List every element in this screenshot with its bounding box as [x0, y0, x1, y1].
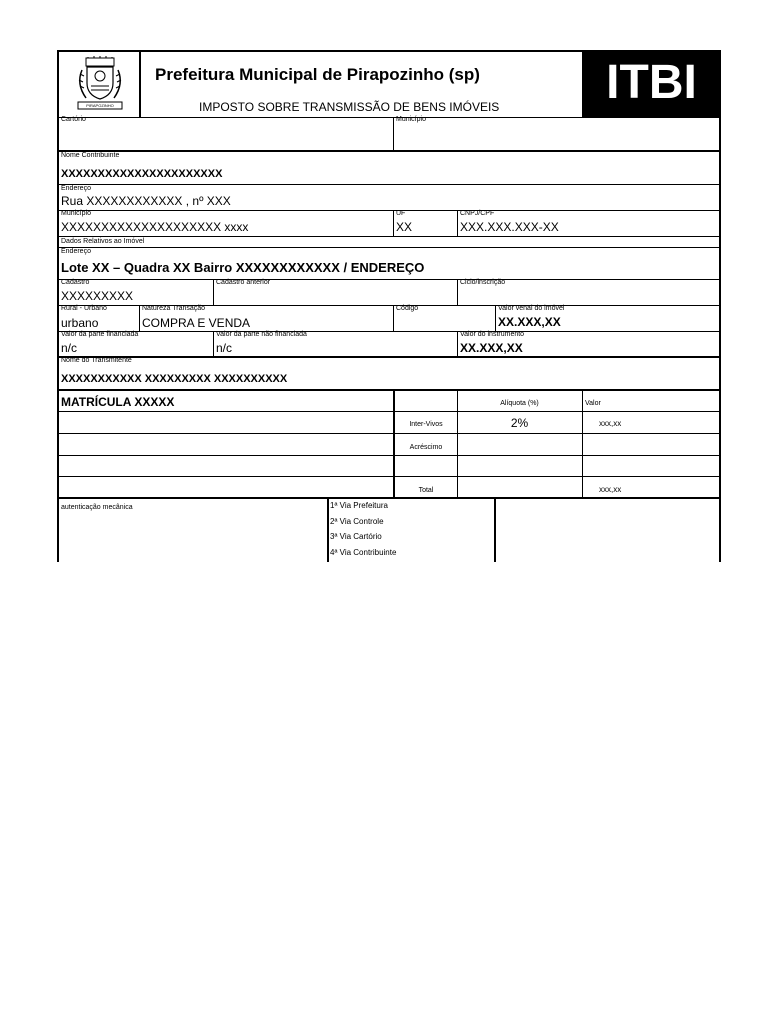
total-value: xxx,xx [599, 485, 622, 494]
valor-instrumento-label: Valor do instrumento [460, 331, 525, 338]
coat-of-arms-icon [72, 56, 128, 114]
cadastro-label: Cadastro [61, 279, 90, 286]
via-prefeitura: 1ª Via Prefeitura [330, 501, 388, 510]
codigo-label: Código [396, 305, 419, 312]
total-label: Total [418, 487, 434, 494]
acrescimo-label: Acréscimo [409, 444, 443, 451]
valor-venal-value: XX.XXX,XX [498, 315, 561, 329]
municipio-label: Município [61, 210, 91, 217]
aliquota-header: Alíquota (%) [500, 400, 539, 407]
valor-header: Valor [585, 400, 601, 407]
page-title: Prefeitura Municipal de Pirapozinho (sp) [155, 65, 480, 84]
endereco-value: Rua XXXXXXXXXXXX , nº XXX [61, 194, 231, 208]
via-cartorio: 3ª Via Cartório [330, 532, 382, 541]
via-contribuinte: 4ª Via Contribuinte [330, 548, 397, 557]
contribuinte-value: XXXXXXXXXXXXXXXXXXXXXX [61, 168, 223, 180]
cartorio-label: Cartório [61, 116, 86, 123]
cnpj-value: XXX.XXX.XXX-XX [460, 220, 559, 234]
uf-value: XX [396, 220, 413, 234]
municipio-top-label: Município [396, 116, 426, 123]
valor-instrumento-value: XX.XXX,XX [460, 341, 523, 355]
cadastro-value: XXXXXXXXX [61, 289, 134, 303]
endereco-imovel-label: Endereço [61, 248, 91, 255]
cnpj-label: CNPJ/CPF [460, 210, 495, 217]
itbi-badge-text: ITBI [606, 56, 697, 109]
via-controle: 2ª Via Controle [330, 517, 384, 526]
inter-vivos-label: Inter-Vivos [409, 421, 443, 428]
valor-nao-financiada-value: n/c [216, 341, 233, 355]
rural-urbano-label: Rural - Urbano [61, 305, 107, 312]
itbi-form [57, 50, 721, 562]
transmitente-value: XXXXXXXXXXX XXXXXXXXX XXXXXXXXXX [61, 373, 288, 385]
municipio-value: XXXXXXXXXXXXXXXXXXXX xxxx [61, 220, 249, 234]
valor-financiada-value: n/c [61, 341, 78, 355]
page-subtitle: IMPOSTO SOBRE TRANSMISSÃO DE BENS IMÓVEIS [199, 100, 500, 114]
contribuinte-label: Nome Contribuinte [61, 152, 120, 159]
valor-financiada-label: Valor da parte financiada [61, 331, 139, 338]
endereco-label: Endereço [61, 185, 91, 192]
autenticacao-label: autenticação mecânica [61, 504, 133, 511]
natureza-label: Natureza Transação [142, 305, 206, 312]
valor-venal-label: Valor venal do imóvel [498, 305, 565, 312]
cadastro-anterior-label: Cadastro anterior [216, 279, 271, 286]
dados-imovel-label: Dados Relativos ao Imóvel [61, 238, 145, 245]
ciclo-inscricao-label: Ciclo/inscrição [460, 279, 506, 286]
inter-vivos-value: xxx,xx [599, 419, 622, 428]
natureza-value: COMPRA E VENDA [142, 316, 251, 330]
inter-vivos-rate: 2% [510, 416, 529, 430]
coat-of-arms-caption: PIRAPOZINHO [86, 103, 114, 108]
rural-urbano-value: urbano [61, 316, 99, 330]
endereco-imovel-value: Lote XX – Quadra XX Bairro XXXXXXXXXXXX / ENDEREÇO [61, 260, 425, 275]
matricula-value: MATRÍCULA XXXXX [61, 395, 175, 409]
valor-nao-financiada-label: Valor da parte não financiada [216, 331, 307, 338]
uf-label: UF [396, 210, 406, 217]
transmitente-label: Nome do Transmitente [61, 357, 132, 364]
